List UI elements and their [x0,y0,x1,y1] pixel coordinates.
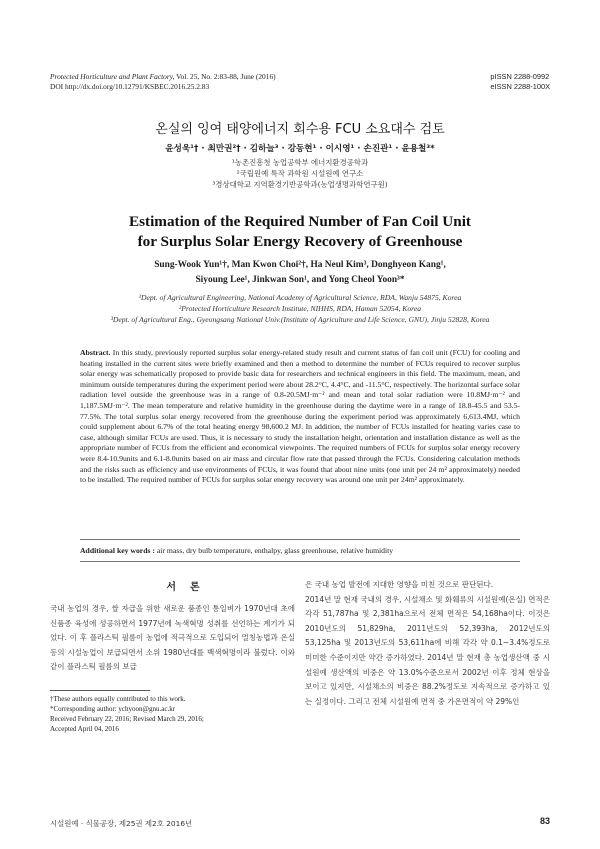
keywords-text: air mass, dry bulb temperature, enthalpy, glass greenhouse, relative humidity [156,546,394,555]
english-authors-line1: Sung-Wook Yun¹†, Man Kwon Choi²†, Ha Neul Kim³, Donghyeon Kang¹, [154,260,446,270]
keywords-divider [80,561,520,562]
english-affiliations [0,292,600,325]
body-column-right: 은 국내 농업 발전에 지대한 영향을 미친 것으로 판단된다. 2014년 말 현재 국내의 경우, 시설채소 및 화훼류의 시설원예(온실) 면적은 각각 51,787ha 및 2,381ha으로서 전체 면적은 54,168ha이다. 이것은 2010년도의 51,829ha, 2011년도의 52,393ha, 2012년도의 53,125ha 및 2013년도의 53,611ha에 비해 각각 약 0.1~3.4%정도로 미미한 수준이지만 약간 증가하였다. 2014년 말 현재 총 농업생산액 중 시설원예 생산액의 비중은 약 13.0%수준으로서 2002년 이후 정체 현상을 보이고 있지만, 시설채소의 비중은 88.2%정도로 지속적으로 증가하고 있는 실정이다. 그리고 전체 시설원예 면적 중 가온면적이 약 29%인 [305,580,550,706]
english-authors-line2: Siyoung Lee¹, Jinkwan Son¹, and Yong Cheol Yoon³* [195,275,405,285]
english-affil-3: ³Dept. of Agricultural Eng., Gyeongsang National Univ.(Institute of Agriculture and Life Science, GNU), Jinju 52828, Korea [110,315,490,324]
korean-affil-1: ¹농촌진흥청 농업공학부 에너지환경공학과 [231,158,369,167]
journal-info [50,72,276,92]
doi-link[interactable]: DOI http://dx.doi.org/10.12791/KSBEC.2016.25.2.83 [50,82,210,91]
abstract-text: In this study, previously reported surplus solar energy-related study result and current status of fan coil unit (FCU) for cooling and heating installed in the current sites were briefly examined and then a method to determine the number of FCUs required to recover surplus solar energy was schematically proposed to provide basic data for researchers and technical engineers in this field. The maximum, mean, and minimum outside temperatures during the experiment period were about 28.2°C, 4.4°C, and -11.5°C, respectively. The horizontal surface solar radiation level outside the greenhouse was in a range of 0.8-20.5MJ·m⁻² and mean and total solar radiation were 10.8MJ·m⁻² and 1,187.5MJ·m⁻². The mean temperature and relative humidity in the greenhouse during the daytime were in a range of 18.8-45.5 and 53.5-77.5%. The total surplus solar energy recovered from the greenhouse during the experiment period was approximately 6,613.4MJ, which could supplement about 6.7% of the total heating energy 98,600.2 MJ. In addition, the number of FCUs installed for heating varies case to case, although similar FCUs are used. Thus, it is necessary to study the installation height, orientation and installation distance as well as the appropriate number of FCUs from the efficient and economical viewpoints. The required numbers of FCUs for surplus solar energy recovery were 8.4-10.9units and 6.1-8.0units based on air mass and circular flow rate that passed through the FCUs. Considering calculation methods and the risks such as efficiency and use environments of FCUs, it was found that about nine units (one unit per 24 m² approximately) needed to be installed. The required number of FCUs for surplus solar energy recovery was around one unit per 24m² approximately. [80,348,521,485]
english-title-line2: for Surplus Solar Energy Recovery of Greenhouse [137,233,463,250]
korean-affiliations [0,157,600,190]
abstract-divider [80,539,520,540]
footnotes [50,694,295,734]
abstract-label: Abstract. [80,348,111,357]
pissn: pISSN 2288-0992 [490,72,550,81]
english-authors [0,258,600,288]
footnote-divider [50,690,150,691]
journal-name: Protected Horticulture and Plant Factory, [50,72,175,81]
korean-affil-2: ²국립원예 특작 과학원 시설원예 연구소 [236,169,364,178]
footnote-corresponding-author: *Corresponding author: ychyoon@gnu.ac.kr [50,705,176,713]
body-column-left: 국내 농업의 경우, 쌀 자급을 위한 새로운 품종인 통일벼가 1970년대 초에 신품종 육성에 성공하면서 1977년에 녹색혁명 성취를 선언하는 계기가 되었다. 이 후 플라스틱 필름이 농업에 적극적으로 도입되어 멀칭농법과 온실 등의 시설농업이 보급되면서 소위 1980년대를 백색혁명이라 불렀다. 이와 같이 플라스틱 필름의 보급 [50,604,295,672]
korean-affil-3: ³경상대학교 지역환경기반공학과(농업생명과학연구원) [212,180,388,189]
korean-authors: 윤성욱¹† · 최만권²† · 김하늘³ · 강동현¹ · 이시영¹ · 손진관¹ · 윤용철³* [165,144,435,154]
journal-issue: Vol. 25, No. 2:83-88, June (2016) [176,72,276,81]
keywords [80,546,520,555]
footnote-equal-contribution: †These authors equally contributed to this work. [50,695,186,703]
english-title [0,212,600,252]
page-number: 83 [539,816,550,826]
footnote-received: Received February 22, 2016; Revised March 29, 2016; [50,715,204,723]
section-title-introduction: 서론 [166,582,214,593]
issn-block [490,72,550,92]
english-affil-1: ¹Dept. of Agricultural Engineering, National Academy of Agricultural Science, RDA, Wanju 54875, Korea [138,293,462,302]
abstract [80,348,520,486]
footnote-accepted: Accepted April 04, 2016 [50,725,119,733]
english-affil-2: ²Protected Horticulture Research Institute, NIHHS, RDA, Haman 52054, Korea [178,304,421,313]
page-footer: 시설원예 · 식물공장, 제25권 제2호 2016년 [50,819,193,828]
eissn: eISSN 2288-100X [490,82,550,91]
korean-title: 온실의 잉여 태양에너지 회수용 FCU 소요대수 검토 [155,122,445,137]
english-title-line1: Estimation of the Required Number of Fan Coil Unit [128,213,471,230]
keywords-label: Additional key words : [80,546,155,555]
